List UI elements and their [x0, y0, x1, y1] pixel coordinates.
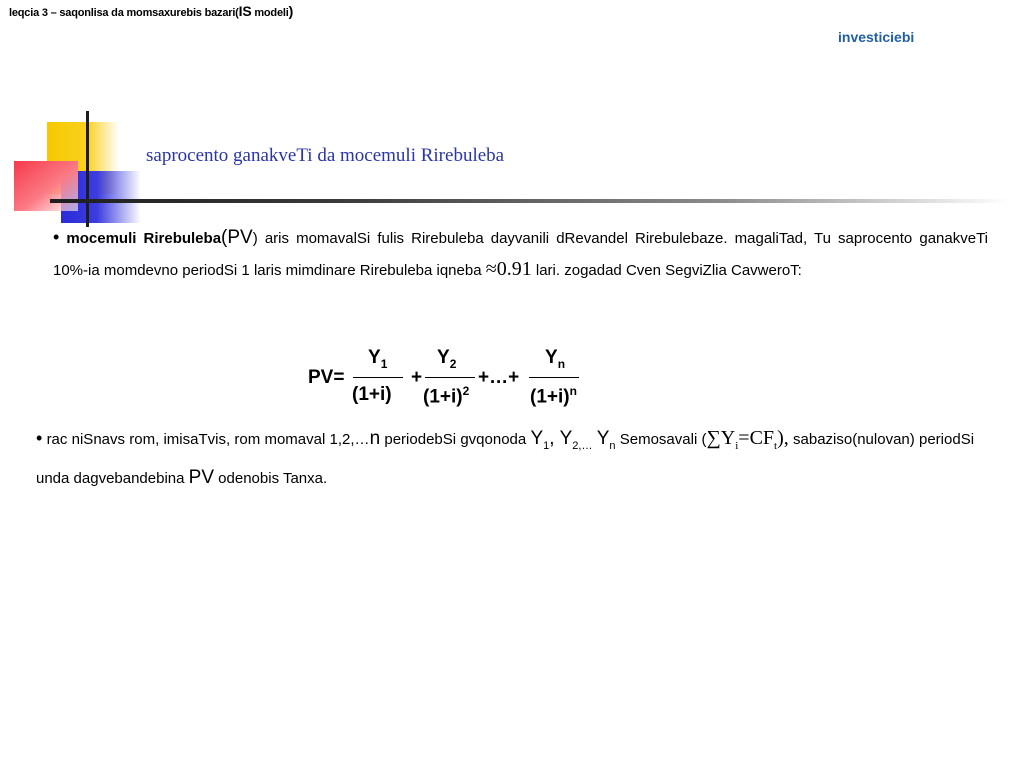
fraction-2-denominator: $(1+i)^2$: [423, 384, 470, 408]
formula-lhs: PV=: [308, 367, 345, 388]
topic-label: investiciebi: [838, 29, 915, 45]
open-paren: (: [221, 227, 228, 248]
n-symbol: n: [369, 428, 381, 449]
y2-symbol: $Y_{2,\dots}$: [559, 428, 593, 452]
header-model: modeli: [251, 7, 289, 19]
explanation-text-5: odenobis Tanxa.: [214, 470, 328, 487]
bullet: •: [53, 227, 60, 247]
term-present-value: mocemuli Rirebuleba: [66, 230, 222, 247]
vertical-rule: [86, 111, 89, 227]
pv-abbr: PV: [188, 467, 215, 488]
definition-paragraph: [53, 222, 988, 286]
header-close-paren: ): [288, 3, 294, 19]
explanation-text-3: Semosavali (: [615, 431, 707, 448]
comma: ,: [549, 428, 560, 449]
explanation-text: rac niSnavs rom, imisaTvis, rom momaval 1,2,…: [46, 431, 370, 448]
red-square-shape: [14, 161, 78, 211]
fraction-2-bar: [425, 377, 475, 378]
y1-symbol: $Y_1$: [530, 428, 550, 452]
fraction-n-denominator: $(1+i)^n$: [530, 384, 577, 408]
definition-text: ) aris momavalSi fulis Rirebuleba dayvanili dRevandel Rirebulebaze. magaliTad, Tu saprocento ganakveTi 10%-ia momdevno periodSi 1 laris mimdinare Rirebuleba iqneba: [53, 230, 989, 279]
definition-text-end: lari. zogadad Cven SegviZlia CavweroT:: [531, 262, 802, 279]
horizontal-rule: [50, 199, 1010, 203]
fraction-1-numerator: $Y_1$: [368, 347, 388, 371]
formula-ellipsis: +…+: [478, 367, 520, 388]
sum-expression: $\sum Y_i=CF_t$),: [706, 427, 789, 452]
explanation-text-2: periodebSi gvqonoda: [380, 431, 531, 448]
fraction-1-bar: [353, 377, 403, 378]
blue-square-shape: [61, 171, 141, 223]
yellow-square-shape: [47, 122, 119, 194]
fraction-2-numerator: $Y_2$: [437, 347, 457, 371]
fraction-n-bar: [529, 377, 579, 378]
formula-plus: +: [411, 367, 423, 388]
header-is: IS: [238, 3, 252, 19]
yn-symbol: $Y_n$: [596, 428, 616, 452]
fraction-1-denominator: (1+i): [352, 384, 392, 405]
approx-value: ≈0.91: [485, 258, 532, 280]
lecture-header: [9, 3, 293, 19]
fraction-n-numerator: $Y_n$: [545, 347, 566, 371]
slide-title: saprocento ganakveTi da mocemuli Rirebuleba: [146, 145, 505, 166]
explanation-text-4: sabaziso(nulovan) periodSi unda dagvebandebina: [36, 431, 975, 487]
pv-abbr: PV: [227, 227, 253, 248]
header-text: leqcia 3 – saqonlisa da momsaxurebis bazari(: [9, 7, 239, 19]
explanation-paragraph: [36, 423, 974, 494]
bullet: •: [36, 428, 43, 448]
